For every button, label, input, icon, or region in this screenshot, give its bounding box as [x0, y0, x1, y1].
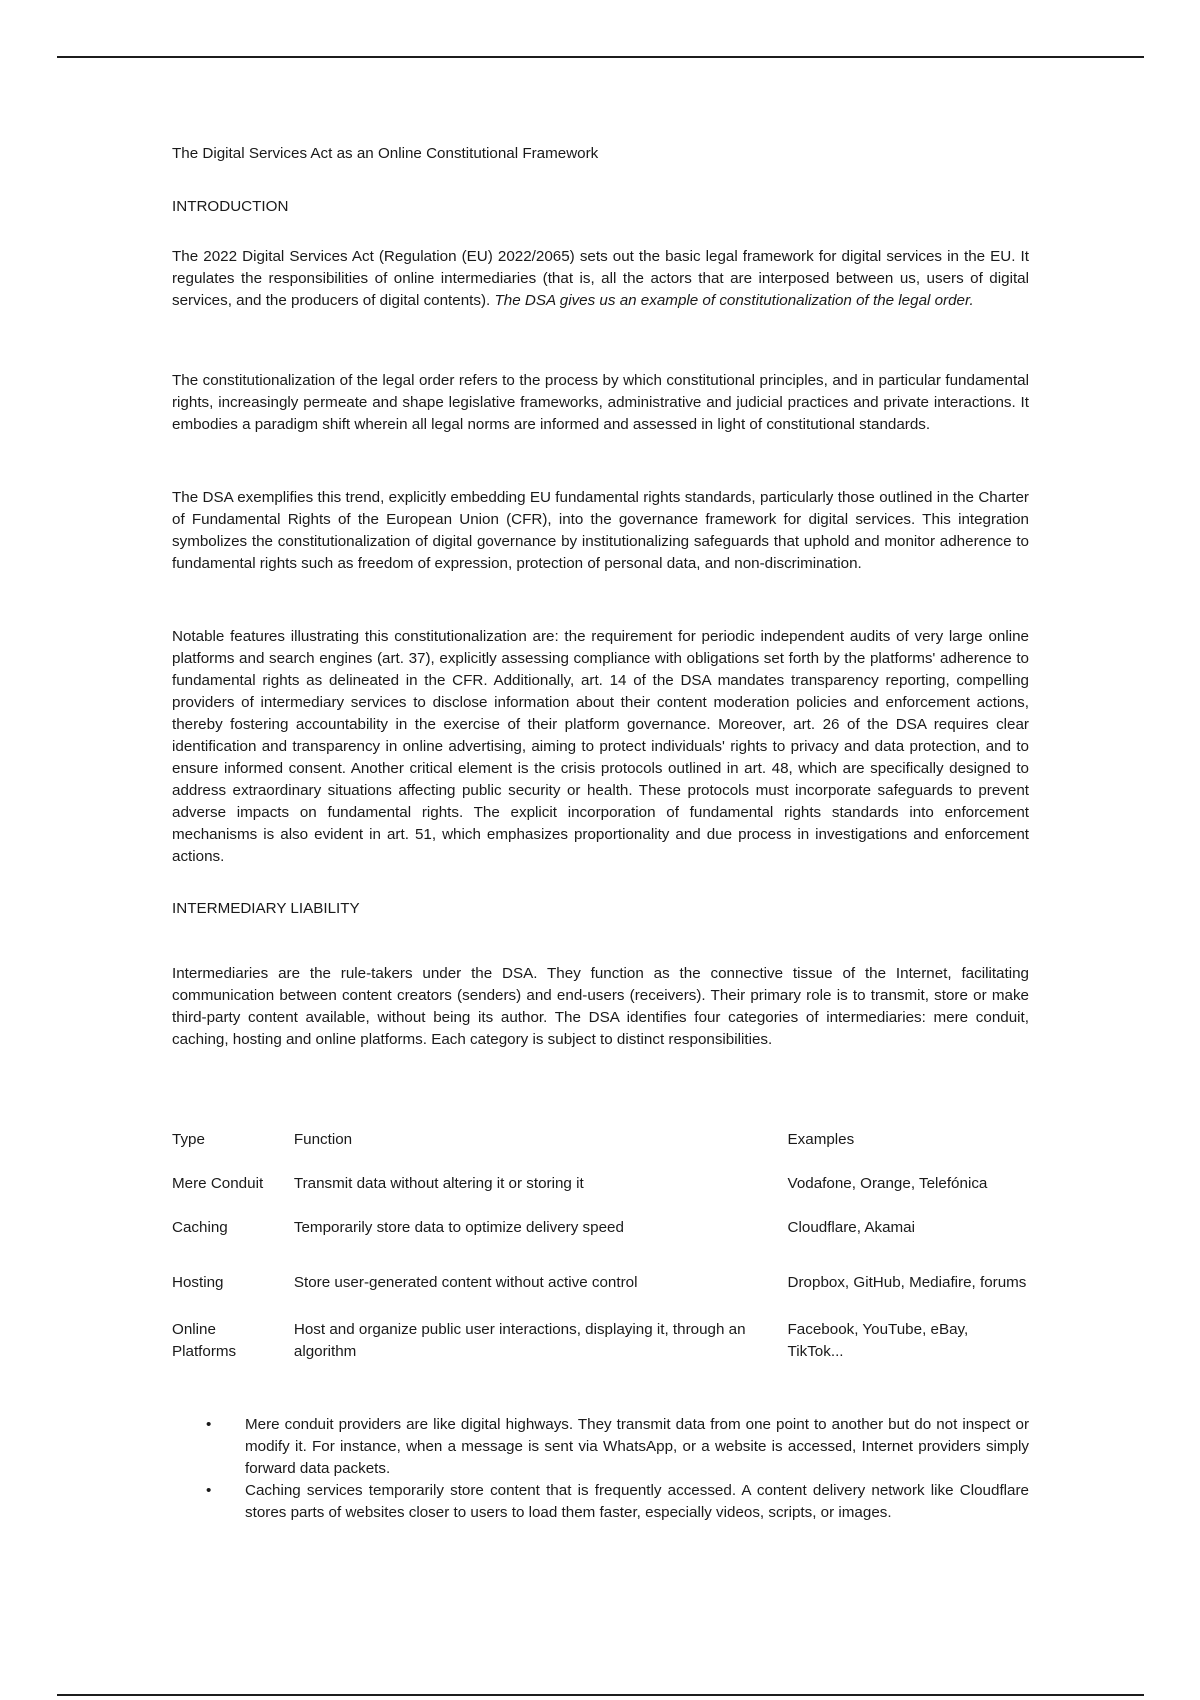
section-heading-intermediary-liability: INTERMEDIARY LIABILITY — [172, 900, 360, 917]
table-cell-type: Online Platforms — [172, 1321, 237, 1360]
table-cell-type: Hosting — [172, 1274, 224, 1291]
table-row — [172, 1162, 1029, 1206]
table-cell-function: Host and organize public user interactions, displaying it, through an algorithm — [293, 1321, 746, 1360]
table-row — [172, 1206, 1029, 1250]
list-item-text: Mere conduit providers are like digital highways. They transmit data from one point to another but do not inspect or modify it. For instance, when a message is sent via WhatsApp, or a website is accessed, Internet providers simply forward data packets. — [245, 1416, 1029, 1477]
top-rule — [57, 56, 1144, 58]
table-cell-examples: Facebook, YouTube, eBay, TikTok... — [787, 1321, 969, 1360]
intro-paragraph-1 — [172, 246, 1029, 312]
table-cell-function: Transmit data without altering it or storing it — [293, 1175, 584, 1192]
table-cell-type: Caching — [172, 1219, 228, 1236]
table-cell-function: Store user-generated content without active control — [293, 1274, 638, 1291]
table-row — [172, 1250, 1029, 1316]
intermediary-types-table — [172, 1118, 1029, 1366]
intro-paragraph-1-text: The 2022 Digital Services Act (Regulation (EU) 2022/2065) sets out the basic legal framework for digital services in the EU. It regulates the responsibilities of online intermediaries (that is, all the actors that are interposed between us, users of digital services, and the producers of digital contents). — [172, 248, 1029, 309]
table-row — [172, 1316, 1029, 1366]
section-heading-introduction: INTRODUCTION — [172, 198, 289, 215]
list-item-text: Caching services temporarily store content that is frequently accessed. A content delivery network like Cloudflare stores parts of websites closer to users to load them faster, especially videos, scripts, or images. — [245, 1482, 1029, 1521]
intro-paragraph-2: The constitutionalization of the legal order refers to the process by which constitutional principles, and in particular fundamental rights, increasingly permeate and shape legislative frameworks, administrative and judicial practices and private interactions. It embodies a paradigm shift wherein all legal norms are informed and assessed in light of constitutional standards. — [172, 372, 1029, 433]
table-cell-examples: Cloudflare, Akamai — [787, 1219, 916, 1236]
list-item — [172, 1414, 1029, 1480]
intro-paragraph-1-emphasis: The DSA gives us an example of constitutionalization of the legal order. — [494, 292, 974, 309]
liability-paragraph-1: Intermediaries are the rule-takers under the DSA. They function as the connective tissue of the Internet, facilitating communication between content creators (senders) and end-users (receivers). Their primary role is to transmit, store or make third-party content available, without being its author. The DSA identifies four categories of intermediaries: mere conduit, caching, hosting and online platforms. Each category is subject to distinct responsibilities. — [172, 965, 1029, 1048]
bullet-icon: • — [206, 1416, 212, 1433]
table-cell-function: Temporarily store data to optimize delivery speed — [293, 1219, 624, 1236]
intro-paragraph-3: The DSA exemplifies this trend, explicitly embedding EU fundamental rights standards, particularly those outlined in the Charter of Fundamental Rights of the European Union (CFR), into the governance framework for digital services. This integration symbolizes the constitutionalization of digital governance by institutionalizing safeguards that uphold and monitor adherence to fundamental rights such as freedom of expression, protection of personal data, and non-discrimination. — [172, 489, 1029, 572]
table-cell-examples: Vodafone, Orange, Telefónica — [787, 1175, 988, 1192]
table-cell-type: Mere Conduit — [172, 1175, 264, 1192]
list-item — [172, 1480, 1029, 1524]
table-header-examples: Examples — [787, 1131, 855, 1148]
bottom-rule — [57, 1694, 1144, 1696]
bullet-icon: • — [206, 1482, 212, 1499]
document-title: The Digital Services Act as an Online Constitutional Framework — [172, 145, 599, 162]
table-cell-examples: Dropbox, GitHub, Mediafire, forums — [787, 1274, 1027, 1291]
table-header-function: Function — [293, 1131, 353, 1148]
intermediary-bullet-list — [172, 1414, 1029, 1524]
table-header-type: Type — [172, 1131, 205, 1148]
intro-paragraph-4: Notable features illustrating this constitutionalization are: the requirement for periodic independent audits of very large online platforms and search engines (art. 37), explicitly assessing compliance with obligations set forth by the platforms' adherence to fundamental rights as delineated in the CFR. Additionally, art. 14 of the DSA mandates transparency reporting, compelling providers of intermediary services to disclose information about their content moderation policies and enforcement actions, thereby fostering accountability in the exercise of their platform governance. Moreover, art. 26 of the DSA requires clear identification and transparency in online advertising, aiming to protect individuals' rights to privacy and data protection, and to ensure informed consent. Another critical element is the crisis protocols outlined in art. 48, which are specifically designed to address extraordinary situations affecting public security or health. These protocols must incorporate safeguards to prevent adverse impacts on fundamental rights. The explicit incorporation of fundamental rights standards into enforcement mechanisms is also evident in art. 51, which emphasizes proportionality and due process in investigations and enforcement actions. — [172, 628, 1029, 865]
table-header-row — [172, 1118, 1029, 1162]
